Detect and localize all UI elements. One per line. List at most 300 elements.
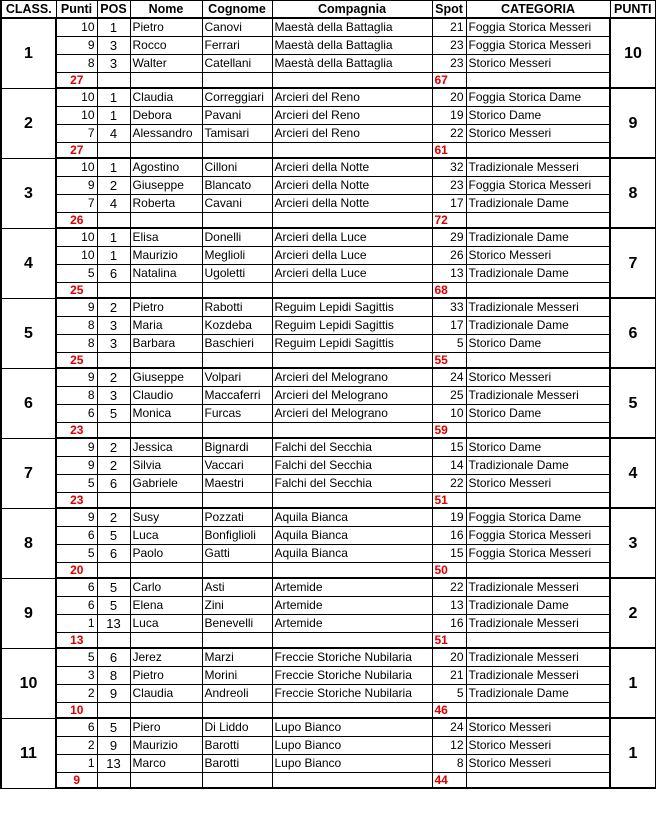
punti-cell: 6 [56,527,97,545]
punti-total-cell: 9 [610,88,656,158]
categoria-cell: Foggia Storica Messeri [466,527,610,545]
empty-cell [202,773,272,789]
nome-cell: Paolo [130,545,202,563]
cognome-cell: Andreoli [202,685,272,703]
compagnia-cell: Maestà della Battaglia [272,55,432,73]
group-total-row [1,703,656,719]
group-total-row [1,563,656,579]
spot-cell: 16 [432,615,466,633]
cognome-cell: Asti [202,578,272,597]
table-row [1,685,656,703]
spot-cell: 16 [432,527,466,545]
compagnia-cell: Artemide [272,615,432,633]
sum-punti-cell: 13 [56,633,97,649]
nome-cell: Natalina [130,265,202,283]
pos-cell: 2 [97,508,130,527]
cognome-cell: Maestri [202,475,272,493]
punti-cell: 5 [56,265,97,283]
pos-cell: 6 [97,648,130,667]
categoria-cell: Storico Messeri [466,247,610,265]
punti-total-cell: 7 [610,228,656,298]
spot-cell: 19 [432,508,466,527]
cognome-cell: Pozzati [202,508,272,527]
empty-cell [202,633,272,649]
categoria-cell: Tradizionale Messeri [466,578,610,597]
sum-spot-cell: 46 [432,703,466,719]
compagnia-cell: Maestà della Battaglia [272,18,432,37]
punti-cell: 9 [56,508,97,527]
pos-cell: 4 [97,125,130,143]
empty-cell [130,143,202,159]
cognome-cell: Tamisari [202,125,272,143]
categoria-cell: Storico Messeri [466,475,610,493]
nome-cell: Pietro [130,667,202,685]
pos-cell: 8 [97,667,130,685]
pos-cell: 5 [97,597,130,615]
punti-cell: 7 [56,195,97,213]
table-row [1,667,656,685]
nome-cell: Luca [130,527,202,545]
nome-cell: Barbara [130,335,202,353]
table-row [1,107,656,125]
pos-cell: 9 [97,737,130,755]
empty-cell [97,493,130,509]
categoria-cell: Foggia Storica Messeri [466,177,610,195]
cognome-cell: Di Liddo [202,718,272,737]
spot-cell: 12 [432,737,466,755]
sum-punti-cell: 10 [56,703,97,719]
nome-cell: Walter [130,55,202,73]
group-total-row [1,143,656,159]
cognome-cell: Bignardi [202,438,272,457]
group-total-row [1,493,656,509]
punti-cell: 10 [56,88,97,107]
cognome-cell: Zini [202,597,272,615]
cognome-cell: Bonfiglioli [202,527,272,545]
pos-cell: 5 [97,718,130,737]
categoria-cell: Foggia Storica Dame [466,88,610,107]
pos-cell: 2 [97,438,130,457]
punti-cell: 10 [56,158,97,177]
rank-cell: 3 [1,158,56,228]
pos-cell: 3 [97,387,130,405]
sum-spot-cell: 59 [432,423,466,439]
table-row [1,195,656,213]
table-row [1,335,656,353]
empty-cell [272,493,432,509]
group-total-row [1,353,656,369]
column-header: CATEGORIA [466,1,610,19]
categoria-cell: Storico Messeri [466,125,610,143]
cognome-cell: Maccaferri [202,387,272,405]
cognome-cell: Barotti [202,755,272,773]
categoria-cell: Tradizionale Dame [466,265,610,283]
nome-cell: Rocco [130,37,202,55]
nome-cell: Agostino [130,158,202,177]
categoria-cell: Tradizionale Messeri [466,667,610,685]
pos-cell: 2 [97,177,130,195]
categoria-cell: Foggia Storica Messeri [466,545,610,563]
punti-cell: 9 [56,457,97,475]
empty-cell [97,213,130,229]
nome-cell: Roberta [130,195,202,213]
column-header: CLASS. [1,1,56,19]
pos-cell: 5 [97,578,130,597]
spot-cell: 17 [432,317,466,335]
punti-cell: 6 [56,405,97,423]
cognome-cell: Ugoletti [202,265,272,283]
rank-cell: 6 [1,368,56,438]
cognome-cell: Kozdeba [202,317,272,335]
compagnia-cell: Falchi del Secchia [272,438,432,457]
empty-cell [130,283,202,299]
empty-cell [97,353,130,369]
sum-punti-cell: 20 [56,563,97,579]
compagnia-cell: Artemide [272,578,432,597]
punti-total-cell: 1 [610,718,656,788]
table-row [1,37,656,55]
spot-cell: 23 [432,177,466,195]
rank-cell: 5 [1,298,56,368]
compagnia-cell: Arcieri del Reno [272,107,432,125]
empty-cell [202,143,272,159]
spot-cell: 13 [432,265,466,283]
nome-cell: Debora [130,107,202,125]
compagnia-cell: Aquila Bianca [272,545,432,563]
table-row [1,177,656,195]
sum-punti-cell: 27 [56,143,97,159]
spot-cell: 17 [432,195,466,213]
cognome-cell: Vaccari [202,457,272,475]
rank-cell: 8 [1,508,56,578]
punti-cell: 9 [56,298,97,317]
cognome-cell: Cavani [202,195,272,213]
empty-cell [272,353,432,369]
cognome-cell: Meglioli [202,247,272,265]
compagnia-cell: Arcieri del Reno [272,125,432,143]
nome-cell: Claudia [130,685,202,703]
empty-cell [130,423,202,439]
pos-cell: 3 [97,335,130,353]
categoria-cell: Tradizionale Dame [466,228,610,247]
empty-cell [97,703,130,719]
table-row [1,265,656,283]
empty-cell [97,283,130,299]
punti-cell: 10 [56,228,97,247]
empty-cell [202,703,272,719]
nome-cell: Monica [130,405,202,423]
empty-cell [202,563,272,579]
categoria-cell: Tradizionale Dame [466,317,610,335]
rank-cell: 11 [1,718,56,788]
categoria-cell: Storico Dame [466,405,610,423]
cognome-cell: Benevelli [202,615,272,633]
punti-cell: 6 [56,597,97,615]
punti-cell: 6 [56,718,97,737]
categoria-cell: Tradizionale Messeri [466,387,610,405]
pos-cell: 3 [97,55,130,73]
empty-cell [272,703,432,719]
empty-cell [202,493,272,509]
compagnia-cell: Freccie Storiche Nubilaria [272,685,432,703]
compagnia-cell: Arcieri della Notte [272,195,432,213]
column-header: Compagnia [272,1,432,19]
punti-cell: 9 [56,37,97,55]
cognome-cell: Pavani [202,107,272,125]
compagnia-cell: Aquila Bianca [272,527,432,545]
cognome-cell: Marzi [202,648,272,667]
punti-total-cell: 8 [610,158,656,228]
punti-cell: 1 [56,755,97,773]
table-row [1,718,656,737]
categoria-cell: Tradizionale Messeri [466,158,610,177]
cognome-cell: Canovi [202,18,272,37]
empty-cell [130,703,202,719]
compagnia-cell: Lupo Bianco [272,737,432,755]
sum-punti-cell: 26 [56,213,97,229]
spot-cell: 22 [432,578,466,597]
nome-cell: Claudia [130,88,202,107]
pos-cell: 4 [97,195,130,213]
spot-cell: 13 [432,597,466,615]
punti-total-cell: 6 [610,298,656,368]
empty-cell [130,633,202,649]
empty-cell [466,353,610,369]
pos-cell: 1 [97,228,130,247]
punti-cell: 8 [56,317,97,335]
compagnia-cell: Lupo Bianco [272,755,432,773]
nome-cell: Jessica [130,438,202,457]
spot-cell: 24 [432,718,466,737]
empty-cell [130,773,202,789]
table-row [1,158,656,177]
cognome-cell: Gatti [202,545,272,563]
rank-cell: 9 [1,578,56,648]
compagnia-cell: Arcieri del Reno [272,88,432,107]
spot-cell: 24 [432,368,466,387]
nome-cell: Marco [130,755,202,773]
empty-cell [97,423,130,439]
spot-cell: 22 [432,125,466,143]
punti-cell: 8 [56,335,97,353]
empty-cell [466,493,610,509]
empty-cell [466,283,610,299]
pos-cell: 3 [97,37,130,55]
spot-cell: 20 [432,648,466,667]
table-row [1,228,656,247]
cognome-cell: Correggiari [202,88,272,107]
categoria-cell: Foggia Storica Messeri [466,18,610,37]
cognome-cell: Morini [202,667,272,685]
pos-cell: 6 [97,475,130,493]
pos-cell: 2 [97,298,130,317]
nome-cell: Maurizio [130,247,202,265]
table-row [1,55,656,73]
pos-cell: 6 [97,545,130,563]
categoria-cell: Storico Messeri [466,755,610,773]
nome-cell: Pietro [130,18,202,37]
table-row [1,648,656,667]
pos-cell: 1 [97,107,130,125]
categoria-cell: Tradizionale Dame [466,685,610,703]
categoria-cell: Storico Messeri [466,737,610,755]
table-row [1,368,656,387]
cognome-cell: Ferrari [202,37,272,55]
pos-cell: 5 [97,405,130,423]
punti-cell: 8 [56,55,97,73]
empty-cell [466,143,610,159]
compagnia-cell: Reguim Lepidi Sagittis [272,298,432,317]
group-total-row [1,73,656,89]
table-row [1,578,656,597]
categoria-cell: Foggia Storica Dame [466,508,610,527]
compagnia-cell: Arcieri della Notte [272,177,432,195]
cognome-cell: Donelli [202,228,272,247]
empty-cell [202,73,272,89]
punti-total-cell: 3 [610,508,656,578]
sum-punti-cell: 27 [56,73,97,89]
sum-punti-cell: 9 [56,773,97,789]
pos-cell: 1 [97,88,130,107]
table-row [1,405,656,423]
nome-cell: Carlo [130,578,202,597]
sum-spot-cell: 67 [432,73,466,89]
empty-cell [97,143,130,159]
compagnia-cell: Reguim Lepidi Sagittis [272,335,432,353]
empty-cell [130,73,202,89]
nome-cell: Claudio [130,387,202,405]
compagnia-cell: Aquila Bianca [272,508,432,527]
categoria-cell: Tradizionale Messeri [466,648,610,667]
compagnia-cell: Arcieri della Luce [272,228,432,247]
sum-spot-cell: 61 [432,143,466,159]
nome-cell: Luca [130,615,202,633]
punti-cell: 7 [56,125,97,143]
table-row [1,247,656,265]
sum-spot-cell: 50 [432,563,466,579]
compagnia-cell: Artemide [272,597,432,615]
empty-cell [272,213,432,229]
spot-cell: 15 [432,438,466,457]
cognome-cell: Rabotti [202,298,272,317]
punti-cell: 6 [56,578,97,597]
group-total-row [1,773,656,789]
empty-cell [466,633,610,649]
compagnia-cell: Arcieri del Melograno [272,405,432,423]
punti-cell: 8 [56,387,97,405]
spot-cell: 26 [432,247,466,265]
empty-cell [202,283,272,299]
empty-cell [130,353,202,369]
compagnia-cell: Arcieri della Luce [272,247,432,265]
punti-total-cell: 4 [610,438,656,508]
empty-cell [202,213,272,229]
rank-cell: 2 [1,88,56,158]
pos-cell: 6 [97,265,130,283]
categoria-cell: Tradizionale Messeri [466,298,610,317]
cognome-cell: Baschieri [202,335,272,353]
spot-cell: 29 [432,228,466,247]
spot-cell: 5 [432,335,466,353]
pos-cell: 2 [97,457,130,475]
group-total-row [1,283,656,299]
empty-cell [466,703,610,719]
table-row [1,125,656,143]
pos-cell: 2 [97,368,130,387]
empty-cell [130,493,202,509]
pos-cell: 9 [97,685,130,703]
compagnia-cell: Maestà della Battaglia [272,37,432,55]
punti-cell: 9 [56,368,97,387]
group-total-row [1,213,656,229]
nome-cell: Pietro [130,298,202,317]
compagnia-cell: Freccie Storiche Nubilaria [272,667,432,685]
spot-cell: 19 [432,107,466,125]
cognome-cell: Volpari [202,368,272,387]
spot-cell: 10 [432,405,466,423]
punti-cell: 2 [56,685,97,703]
column-header: Nome [130,1,202,19]
punti-cell: 2 [56,737,97,755]
punti-cell: 3 [56,667,97,685]
table-row [1,755,656,773]
compagnia-cell: Arcieri del Melograno [272,368,432,387]
spot-cell: 22 [432,475,466,493]
cognome-cell: Barotti [202,737,272,755]
sum-punti-cell: 23 [56,423,97,439]
punti-cell: 5 [56,545,97,563]
spot-cell: 20 [432,88,466,107]
column-header: POS [97,1,130,19]
group-total-row [1,633,656,649]
rank-cell: 7 [1,438,56,508]
table-row [1,545,656,563]
punti-cell: 9 [56,177,97,195]
categoria-cell: Storico Messeri [466,55,610,73]
nome-cell: Susy [130,508,202,527]
table-row [1,438,656,457]
empty-cell [272,423,432,439]
punti-total-cell: 1 [610,648,656,718]
empty-cell [466,563,610,579]
punti-cell: 10 [56,107,97,125]
empty-cell [466,773,610,789]
pos-cell: 1 [97,158,130,177]
column-header: PUNTI [610,1,656,19]
table-row [1,18,656,37]
sum-punti-cell: 25 [56,283,97,299]
categoria-cell: Tradizionale Messeri [466,615,610,633]
punti-cell: 9 [56,438,97,457]
cognome-cell: Blancato [202,177,272,195]
categoria-cell: Storico Dame [466,335,610,353]
column-header: Punti [56,1,97,19]
compagnia-cell: Falchi del Secchia [272,457,432,475]
spot-cell: 23 [432,37,466,55]
spot-cell: 5 [432,685,466,703]
empty-cell [272,563,432,579]
sum-spot-cell: 55 [432,353,466,369]
pos-cell: 13 [97,615,130,633]
column-header: Spot [432,1,466,19]
compagnia-cell: Falchi del Secchia [272,475,432,493]
column-header: Cognome [202,1,272,19]
table-row [1,527,656,545]
pos-cell: 13 [97,755,130,773]
spot-cell: 8 [432,755,466,773]
sum-spot-cell: 51 [432,493,466,509]
empty-cell [272,143,432,159]
